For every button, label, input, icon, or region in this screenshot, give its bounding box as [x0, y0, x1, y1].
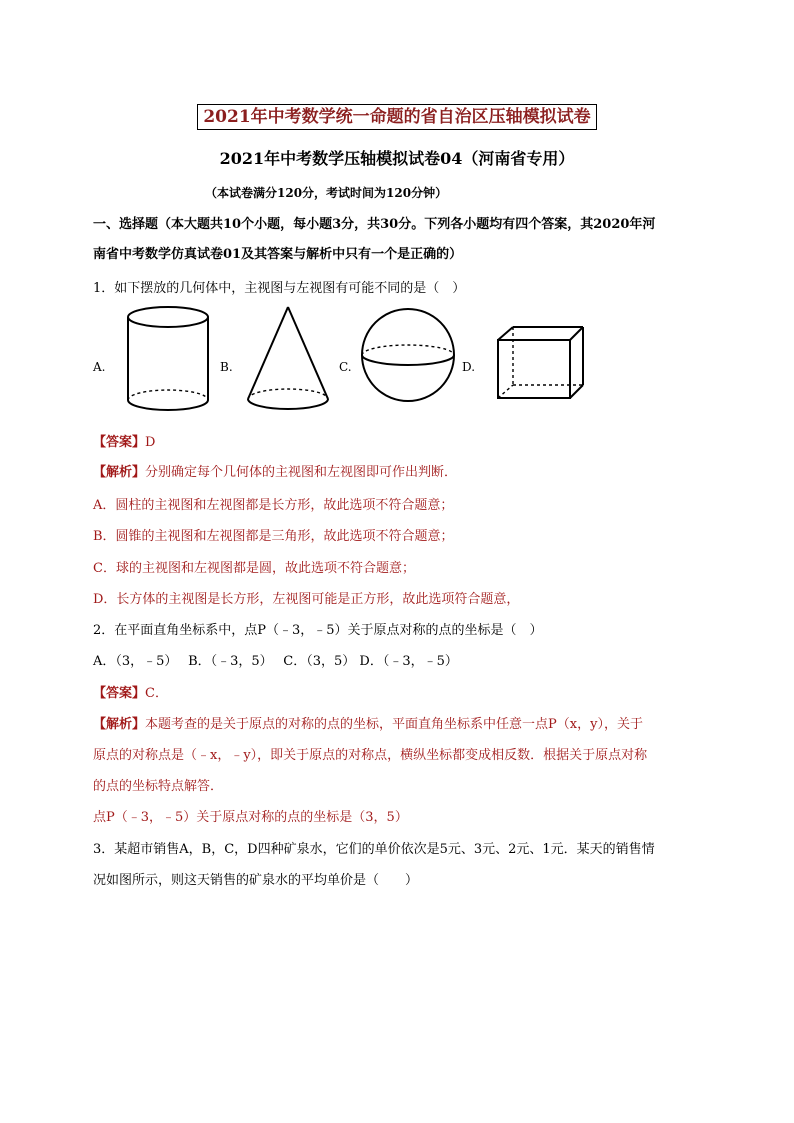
q1-analysis-b: B．圆锥的主视图和左视图都是三角形，故此选项不符合题意； — [93, 529, 454, 544]
section-heading-line1: 一、选择题（本大题共10个小题，每小题3分，共30分。下列各小题均有四个答案，其2020年河 — [93, 217, 656, 232]
q2-analysis-line3: 的点的坐标特点解答． — [93, 779, 224, 794]
analysis-tag: 【解析】 — [93, 717, 146, 732]
q1-analysis-c: C．球的主视图和左视图都是圆，故此选项不符合题意； — [93, 561, 415, 576]
q2-analysis — [93, 716, 713, 734]
q1-analysis-d: D．长方体的主视图是长方形，左视图可能是正方形，故此选项符合题意， — [93, 592, 520, 607]
q1-option-a-label: A. — [93, 360, 106, 374]
section-heading-line2: 南省中考数学仿真试卷01及其答案与解析中只有一个是正确的） — [93, 247, 463, 262]
cuboid-icon — [495, 325, 590, 405]
q3-stem-line1: 3．某超市销售A，B，C，D四种矿泉水，它们的单价依次是5元、3元、2元、1元．某天的销售情 — [93, 842, 655, 857]
q1-option-b-label: B. — [220, 360, 233, 374]
paper-subtitle: （本试卷满分120分，考试时间为120分钟） — [205, 186, 448, 200]
answer-value: C． — [145, 686, 168, 701]
q1-figures — [93, 305, 613, 420]
q1-analysis — [93, 464, 713, 482]
analysis-tag: 【解析】 — [93, 465, 146, 480]
q1-option-d-label: D. — [462, 360, 476, 374]
q1-analysis-a: A．圆柱的主视图和左视图都是长方形，故此选项不符合题意； — [93, 498, 454, 513]
answer-tag: 【答案】 — [93, 435, 146, 450]
analysis-text: 分别确定每个几何体的主视图和左视图即可作出判断． — [145, 465, 458, 480]
cylinder-icon — [123, 305, 213, 417]
q2-analysis-line2: 原点的对称点是（﹣x，﹣y），即关于原点的对称点，横纵坐标都变成相反数．根据关于原点对称 — [93, 748, 648, 763]
sphere-icon — [360, 305, 460, 417]
q3-stem-line2: 况如图所示，则这天销售的矿泉水的平均单价是（ ） — [93, 873, 419, 888]
q2-conclusion: 点P（﹣3，﹣5）关于原点对称的点的坐标是（3，5） — [93, 810, 408, 825]
q1-stem: 1．如下摆放的几何体中，主视图与左视图有可能不同的是（ ） — [93, 281, 466, 296]
q1-answer — [93, 434, 713, 452]
q1-option-c-label: C. — [339, 360, 352, 374]
answer-value: D — [145, 435, 156, 450]
banner-container — [0, 104, 794, 130]
answer-tag: 【答案】 — [93, 686, 146, 701]
series-banner: 2021年中考数学统一命题的省自治区压轴模拟试卷 — [197, 104, 596, 130]
paper-title: 2021年中考数学压轴模拟试卷04（河南省专用） — [219, 149, 575, 168]
q2-options: A．（3，﹣5） B．（﹣3，5） C．（3，5） D．（﹣3，﹣5） — [93, 654, 458, 669]
analysis-text: 本题考查的是关于原点的对称的点的坐标，平面直角坐标系中任意一点P（x，y），关于 — [145, 717, 643, 732]
cone-icon — [243, 305, 333, 417]
q2-stem: 2．在平面直角坐标系中，点P（﹣3，﹣5）关于原点对称的点的坐标是（ ） — [93, 623, 543, 638]
q2-answer — [93, 685, 713, 703]
